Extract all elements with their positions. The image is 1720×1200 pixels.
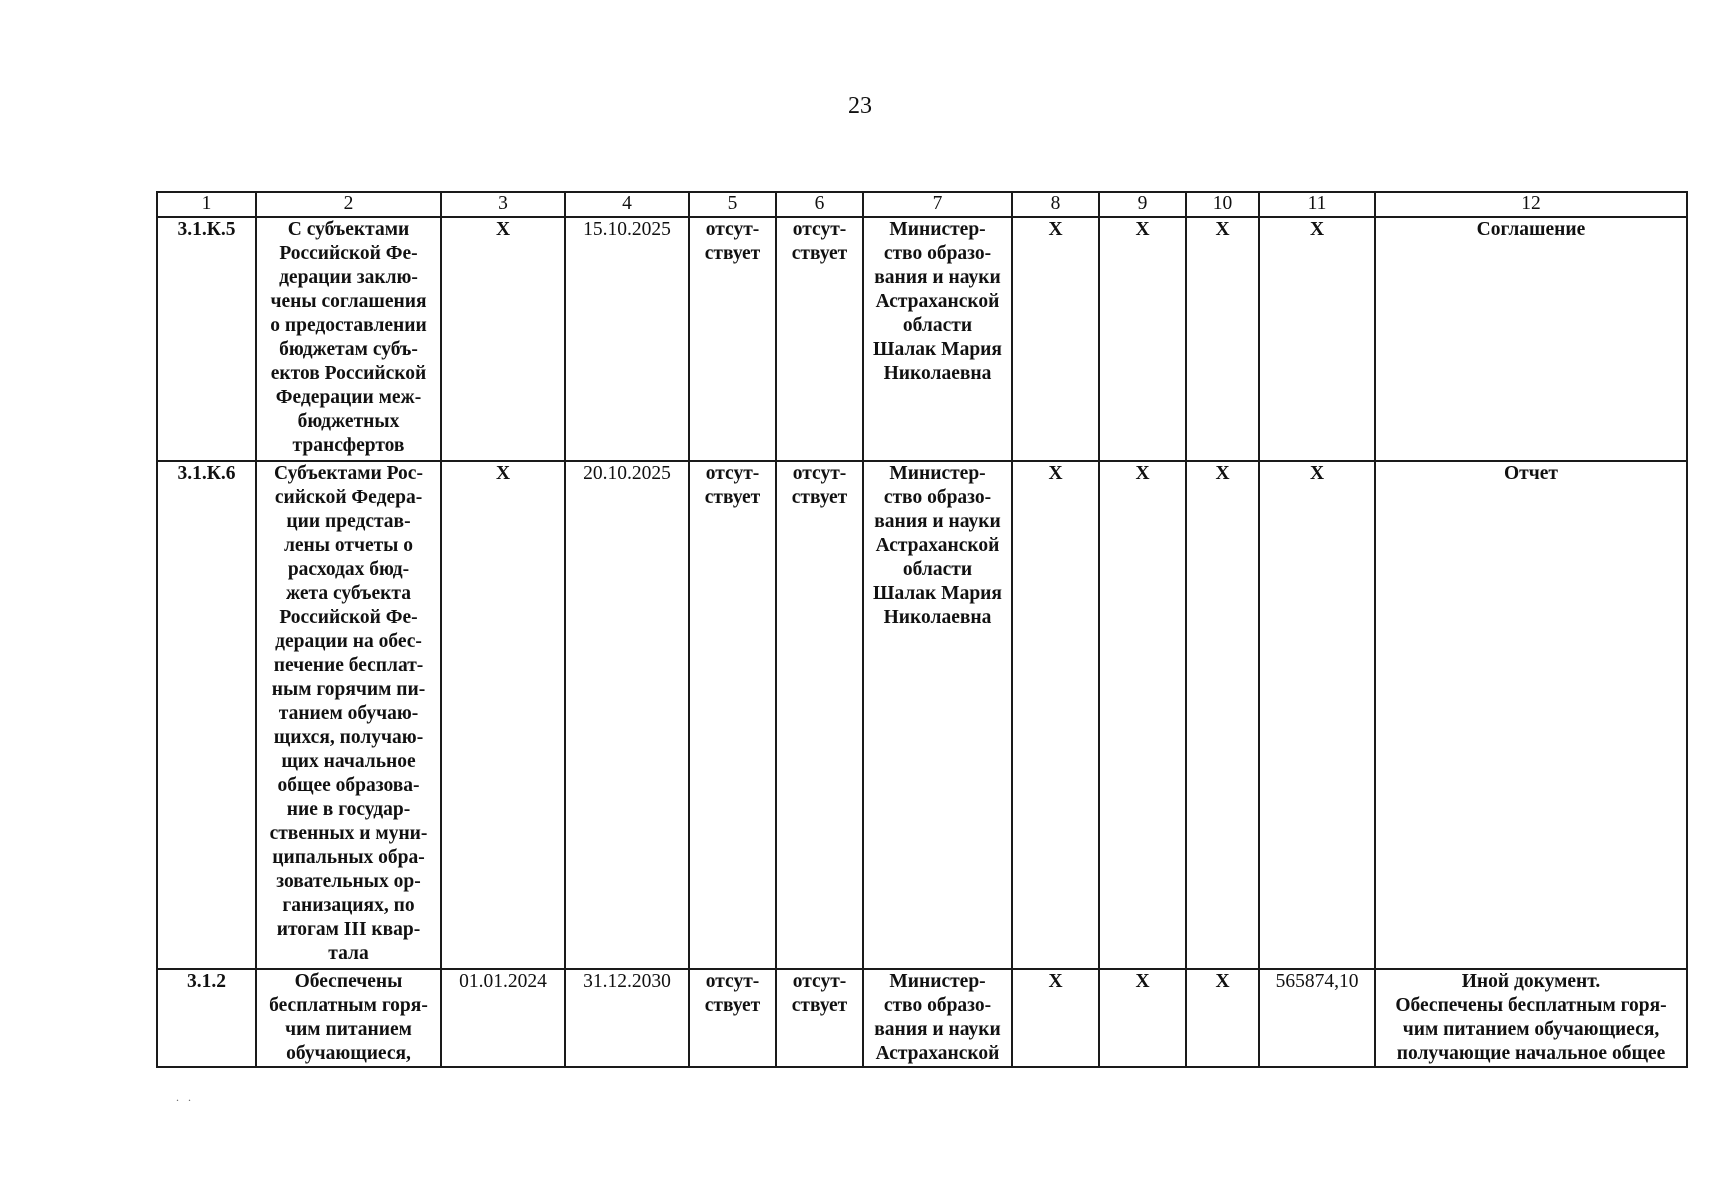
start-date-cell: X <box>441 217 565 461</box>
scan-speck: . . <box>176 1090 194 1104</box>
table-header-row <box>157 192 1687 217</box>
plan-table <box>156 191 1688 1068</box>
col8-cell: X <box>1012 217 1099 461</box>
start-date-cell: X <box>441 461 565 969</box>
responsible-cell: Министер- ство образо- вания и науки Астраханской области Шалак Мария Николаевна <box>863 461 1012 969</box>
table-row <box>157 217 1687 461</box>
col9-cell: X <box>1099 969 1186 1067</box>
col6-cell: отсут- ствует <box>776 217 863 461</box>
column-number-6: 6 <box>776 192 863 217</box>
col9-cell: X <box>1099 461 1186 969</box>
result-document-cell: Отчет <box>1375 461 1687 969</box>
col11-cell: X <box>1259 217 1375 461</box>
event-name-cell: С субъектами Российской Фе- дерации заклю- чены соглашения о предоставлении бюджетам субъ- ектов Российской Федерации меж- бюджетных трансфертов <box>256 217 441 461</box>
responsible-cell: Министер- ство образо- вания и науки Астраханской <box>863 969 1012 1067</box>
column-number-12: 12 <box>1375 192 1687 217</box>
page-number: 23 <box>848 93 872 119</box>
table-row <box>157 461 1687 969</box>
column-number-2: 2 <box>256 192 441 217</box>
row-id-cell: 3.1.2 <box>157 969 256 1067</box>
start-date-cell: 01.01.2024 <box>441 969 565 1067</box>
col11-cell: X <box>1259 461 1375 969</box>
column-number-7: 7 <box>863 192 1012 217</box>
col10-cell: X <box>1186 217 1259 461</box>
col6-cell: отсут- ствует <box>776 461 863 969</box>
col6-cell: отсут- ствует <box>776 969 863 1067</box>
event-name-cell: Обеспечены бесплатным горя- чим питанием обучающиеся, <box>256 969 441 1067</box>
end-date-cell: 20.10.2025 <box>565 461 689 969</box>
col9-cell: X <box>1099 217 1186 461</box>
responsible-cell: Министер- ство образо- вания и науки Астраханской области Шалак Мария Николаевна <box>863 217 1012 461</box>
column-number-8: 8 <box>1012 192 1099 217</box>
row-id-cell: 3.1.К.5 <box>157 217 256 461</box>
col5-cell: отсут- ствует <box>689 217 776 461</box>
column-number-4: 4 <box>565 192 689 217</box>
col8-cell: X <box>1012 969 1099 1067</box>
column-number-1: 1 <box>157 192 256 217</box>
col11-cell: 565874,10 <box>1259 969 1375 1067</box>
col8-cell: X <box>1012 461 1099 969</box>
column-number-11: 11 <box>1259 192 1375 217</box>
row-id-cell: 3.1.К.6 <box>157 461 256 969</box>
column-number-5: 5 <box>689 192 776 217</box>
result-document-cell: Соглашение <box>1375 217 1687 461</box>
col10-cell: X <box>1186 461 1259 969</box>
column-number-9: 9 <box>1099 192 1186 217</box>
col5-cell: отсут- ствует <box>689 969 776 1067</box>
col10-cell: X <box>1186 969 1259 1067</box>
column-number-10: 10 <box>1186 192 1259 217</box>
column-number-3: 3 <box>441 192 565 217</box>
table-row <box>157 969 1687 1067</box>
end-date-cell: 15.10.2025 <box>565 217 689 461</box>
event-name-cell: Субъектами Рос- сийской Федера- ции представ- лены отчеты о расходах бюд- жета субъекта Российской Фе- дерации на обес- печение бесплат- ным горячим пи- танием обучаю- щихся, получаю- щих начальное общее образова- ние в государ- ственных и муни- ципальных обра- зовательных ор- ганизациях, по итогам III квар- тала <box>256 461 441 969</box>
end-date-cell: 31.12.2030 <box>565 969 689 1067</box>
col5-cell: отсут- ствует <box>689 461 776 969</box>
result-document-cell: Иной документ. Обеспечены бесплатным горя- чим питанием обучающиеся, получающие начальное общее <box>1375 969 1687 1067</box>
